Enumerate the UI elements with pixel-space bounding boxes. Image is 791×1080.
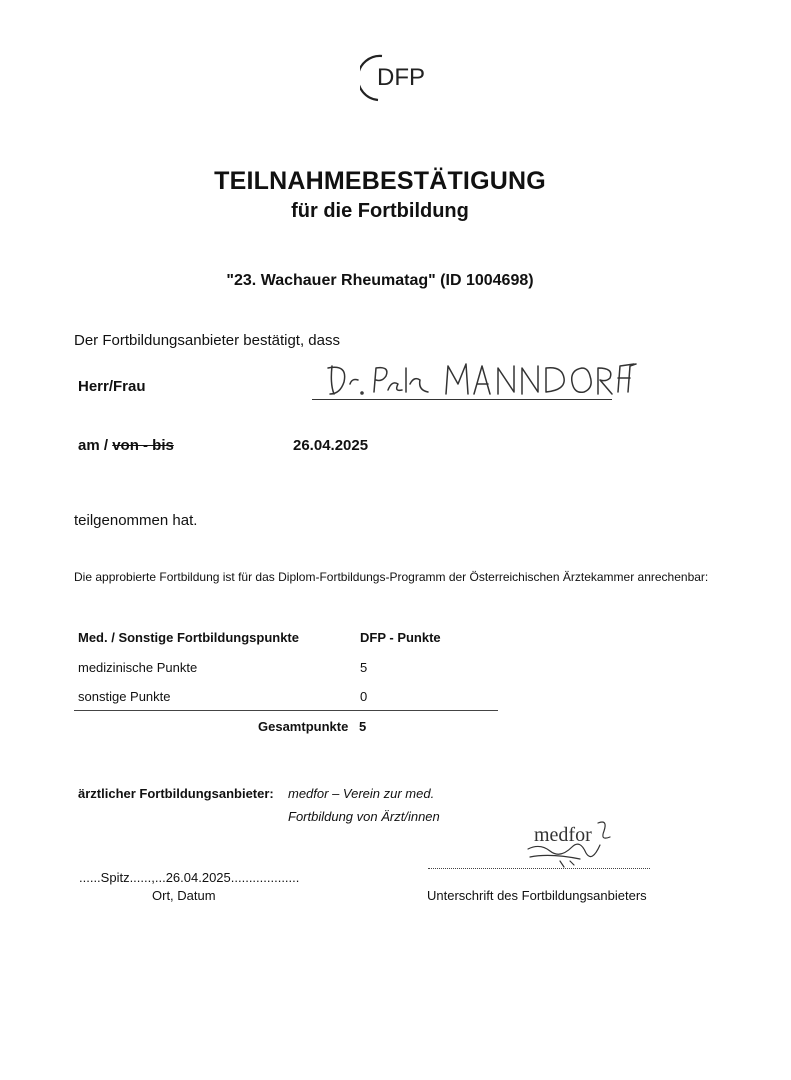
points-total-value: 5 xyxy=(359,719,367,734)
points-header-value: DFP - Punkte xyxy=(360,630,441,645)
points-divider xyxy=(74,710,498,711)
date-value: 26.04.2025 xyxy=(293,437,369,454)
date-label-prefix: am / xyxy=(78,437,113,454)
provider-name-line1: medfor – Verein zur med. xyxy=(288,786,435,801)
points-total-label: Gesamtpunkte xyxy=(258,719,349,734)
stamp-text: medfor xyxy=(534,824,592,846)
provider-name-line2: Fortbildung von Ärzt/innen xyxy=(288,809,440,824)
provider-stamp xyxy=(520,815,620,870)
place-date-line: ......Spitz......,...26.04.2025................... xyxy=(79,870,300,885)
points-row-medical-label: medizinische Punkte xyxy=(78,660,198,675)
signature-dotted-line xyxy=(428,866,650,869)
document-subtitle: für die Fortbildung xyxy=(291,200,469,222)
accreditation-note: Die approbierte Fortbildung ist für das Diplom-Fortbildungs-Programm der Österreichischen Ärztekammer anrechenbar: xyxy=(74,570,709,584)
intro-text: Der Fortbildungsanbieter bestätigt, dass xyxy=(74,332,340,349)
dfp-logo xyxy=(360,50,450,110)
place-date-caption: Ort, Datum xyxy=(152,888,216,903)
date-label xyxy=(78,437,174,454)
dfp-logo-text: DFP xyxy=(377,64,425,91)
points-row-other-value: 0 xyxy=(360,689,368,704)
points-header-label: Med. / Sonstige Fortbildungspunkte xyxy=(78,630,299,645)
points-row-medical-value: 5 xyxy=(360,660,368,675)
document-title: TEILNAHMEBESTÄTIGUNG xyxy=(214,167,546,195)
provider-label: ärztlicher Fortbildungsanbieter: xyxy=(78,786,274,801)
handwritten-name-icon xyxy=(318,350,638,402)
points-row-other-label: sonstige Punkte xyxy=(78,689,171,704)
participant-handwritten-name xyxy=(318,350,638,402)
event-name: "23. Wachauer Rheumatag" (ID 1004698) xyxy=(226,272,534,289)
participated-text: teilgenommen hat. xyxy=(74,512,198,529)
participant-name-underline xyxy=(312,399,612,400)
stamp-signature-icon xyxy=(520,815,620,870)
date-label-struck: von - bis xyxy=(112,437,174,454)
signature-caption: Unterschrift des Fortbildungsanbieters xyxy=(427,888,647,903)
participant-label: Herr/Frau xyxy=(78,378,146,395)
